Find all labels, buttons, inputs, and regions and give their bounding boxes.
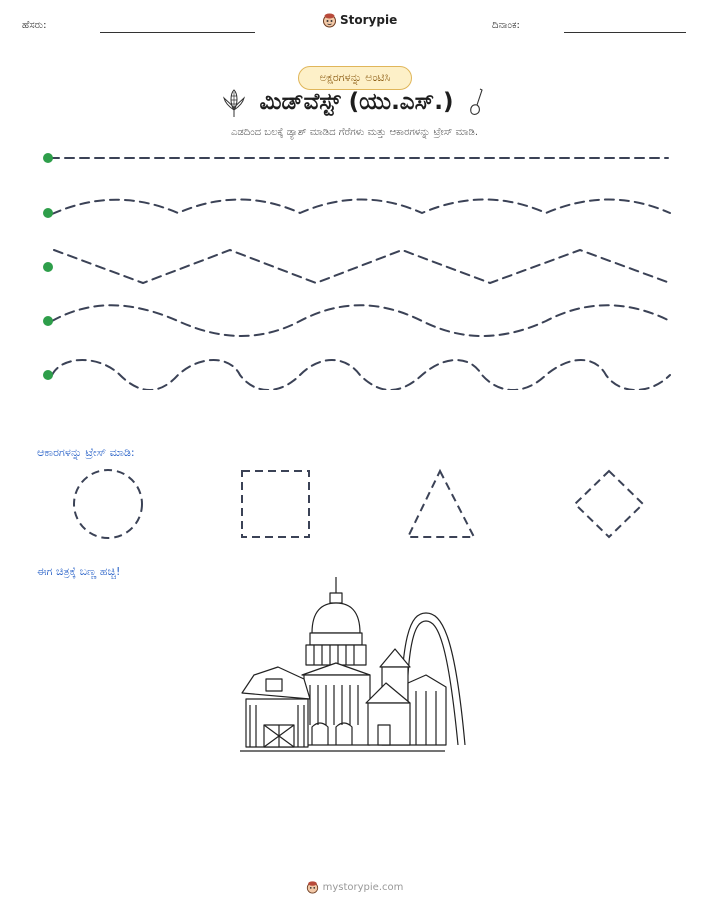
shovel-icon [467, 86, 487, 118]
name-label: ಹೆಸರು: [22, 20, 47, 31]
trace-line-zigzag [54, 250, 670, 283]
date-label: ದಿನಾಂಕ: [492, 20, 520, 31]
start-dot [43, 370, 53, 380]
start-dot [43, 316, 53, 326]
trace-line-wave [52, 305, 670, 336]
trace-circle [74, 470, 142, 538]
tracing-shapes [0, 466, 709, 546]
midwest-coloring-picture [240, 575, 470, 753]
date-line[interactable] [564, 32, 686, 33]
storypie-logo-icon [306, 880, 319, 894]
footer-url[interactable]: mystorypie.com [322, 881, 404, 893]
trace-square [242, 471, 309, 537]
storypie-logo-icon [322, 12, 337, 28]
brand [322, 12, 397, 28]
brand-name: Storypie [340, 13, 398, 27]
shapes-label: ಆಕಾರಗಳನ್ನು ಟ್ರೇಸ್ ಮಾಡಿ: [37, 446, 135, 459]
color-label: ಈಗ ಚಿತ್ರಕ್ಕೆ ಬಣ್ಣ ಹಚ್ಚಿ! [37, 565, 121, 578]
start-dot [43, 262, 53, 272]
start-dot [43, 208, 53, 218]
instructions: ಎಡದಿಂದ ಬಲಕ್ಕೆ ಡ್ಯಾಶ್ ಮಾಡಿದ ಗೆರೆಗಳು ಮತ್ತು ಆಕಾರಗಳನ್ನು ಟ್ರೇಸ್ ಮಾಡಿ. [230, 127, 479, 138]
start-dot [43, 153, 53, 163]
title-row [0, 86, 709, 118]
trace-line-curve-1 [52, 200, 670, 215]
letter-badge: ಅಕ್ಷರಗಳನ್ನು ಅಂಟಿಸಿ [298, 66, 412, 90]
corn-icon [222, 86, 246, 118]
trace-triangle [408, 471, 474, 537]
page-title: ಮಿಡ್‌ವೆಸ್ಟ್ (ಯು.ಎಸ್.) [259, 89, 454, 115]
name-line[interactable] [100, 32, 255, 33]
trace-diamond [575, 471, 643, 537]
tracing-lines [0, 140, 709, 390]
trace-line-loop [52, 360, 670, 390]
footer [0, 880, 709, 894]
